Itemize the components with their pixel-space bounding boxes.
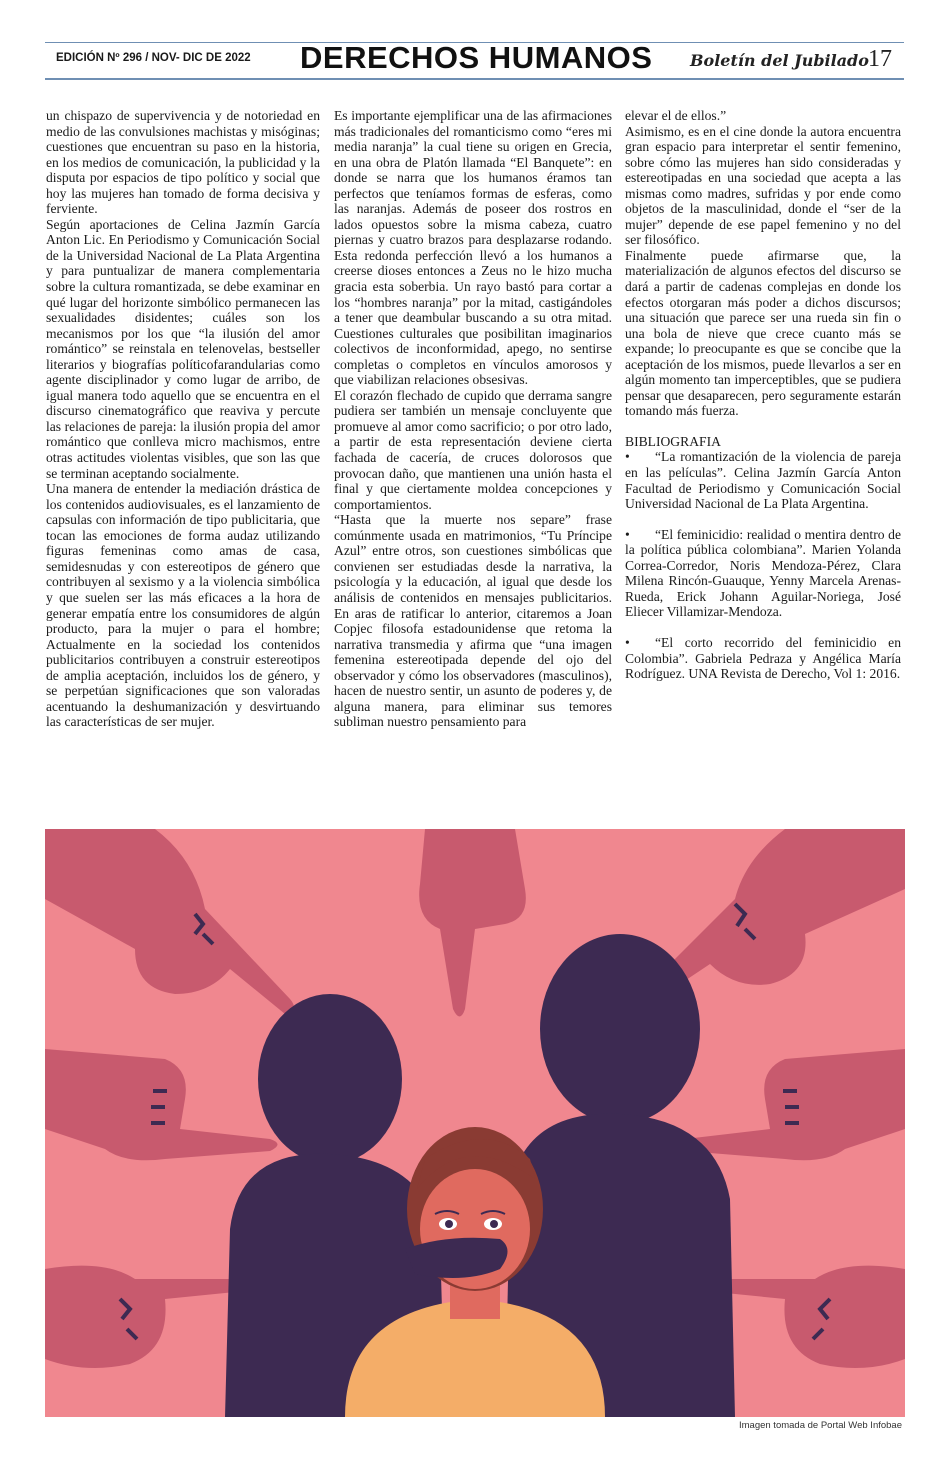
bibliography-text: “El feminicidio: realidad o mentira dentro de la política pública colombiana”. Marien Yolanda Correa-Corredor, Noris Mendoza-Pérez, Clara Milena Rincón-Guauque, Yenny Marcela Arenas-Rueda, Erick Johann Aguilar-Noriega, José Eliecer Villamizar-Mendoza.: [625, 526, 901, 620]
article-column-3: [625, 108, 901, 682]
page-number: 17: [868, 46, 892, 72]
bullet-icon: •: [625, 634, 630, 650]
bibliography-item: [625, 527, 901, 620]
paragraph: un chispazo de supervivencia y de notoriedad en medio de las convulsiones machistas y misóginas; cuestiones que encuentran su paso en la historia, en los medios de comunicación, la publicidad y la disputa por espacios de tipo político y social que hoy las mujeres han tomado de forma decisiva y ferviente.: [46, 108, 320, 217]
paragraph: elevar el de ellos.”: [625, 108, 727, 123]
bibliography-item: [625, 449, 901, 511]
bullet-icon: •: [625, 449, 630, 465]
header-rule-bottom: [45, 78, 904, 80]
bibliography-item: [625, 635, 901, 682]
image-caption: Imagen tomada de Portal Web Infobae: [738, 1420, 902, 1431]
bibliography-heading: BIBLIOGRAFIA: [625, 433, 721, 449]
illustration-pointing-hands: [45, 829, 905, 1417]
bullet-icon: •: [625, 526, 630, 542]
paragraph: Según aportaciones de Celina Jazmín García Anton Lic. En Periodismo y Comunicación Social de la Universidad Nacional de La Plata Argentina y para puntualizar de manera complementaria sobre la cultura romantizada, se debe examinar en qué lugar del horizonte simbólico permanecen las sexualidades disidentes; cuáles son los mecanismos por los que “la ilusión del amor romántico” se reinstala en telenovelas, bestseller literarios y biografías políticofarandularias como agente disciplinador y como lugar de arribo, de igual manera todo aquello que se encuentra en el discurso cinematográfico que reaviva y percute las relaciones de pareja: la ilusión propia del amor romántico que conlleva micro machismos, entre otras actitudes violentas visibles, que son las que se terminan aceptando socialmente.: [46, 216, 320, 481]
edition-label: EDICIÓN Nº 296 / NOV- DIC DE 2022: [56, 52, 251, 64]
paragraph: El corazón flechado de cupido que derrama sangre pudiera ser también un mensaje concluyente que promueve al amor como sacrificio; o por otro lado, a partir de esta representación deviene cierta fachada de cacería, de cruces dolorosos que provocan daño, que mantienen una unión hasta el final y que ciertamente moldea concepciones y comportamientos.: [334, 387, 612, 512]
article-column-2: [334, 108, 612, 730]
bibliography-text: “El corto recorrido del feminicidio en Colombia”. Gabriela Pedraza y Angélica María Rodríguez. UNA Revista de Derecho, Vol 1: 2016.: [625, 634, 901, 682]
paragraph: Finalmente puede afirmarse que, la materialización de algunos efectos del discurso se dará a partir de cadenas complejas en donde los efectos otorgaran más poder a dichos discursos; una situación que parece ser una rueda sin fin o una bola de nieve que crece cuanto más se expande; lo preocupante es que se concibe que la aceptación de los mismos, puede llevarlos a ser en algún momento tan imperceptibles, que se pudiera pensar que desaparecen, pero seguramente estarán tomando más fuerza.: [625, 247, 901, 419]
paragraph: Asimismo, es en el cine donde la autora encuentra gran espacio para interpretar el sentir femenino, sobre cómo las mujeres han sido consideradas y estereotipadas en una sociedad que acepta a las mismas como madres, sufridas y por ende como objetos de la masculinidad, donde el “ser de la mujer” depende de ese papel femenino y no del ser filosófico.: [625, 123, 901, 248]
article-column-1: [46, 108, 320, 730]
publication-name: Boletín del Jubilado: [690, 51, 869, 70]
paragraph: “Hasta que la muerte nos separe” frase comúnmente usada en matrimonios, “Tu Príncipe Azul” entre otros, son cuestiones simbólicas que convienen ser estudiadas desde la narrativa, la psicología y la educación, al igual que desde los análisis de contenidos en mensajes publicitarios. En aras de ratificar lo anterior, citaremos a Joan Copjec filosofa estadounidense que retoma la narrativa transmedia y afirma que “una imagen femenina estereotipada depende del ojo del observador y cómo los observadores (masculinos), hacen de nuestro sentir, un asunto de poderes y, de alguna manera, para eliminar sus temores subliman nuestro pensamiento para: [334, 512, 612, 730]
paragraph: Una manera de entender la mediación drástica de los contenidos audiovisuales, es el lanzamiento de capsulas con información de tipo publicitaria, que tocan las emociones de forma audaz utilizando figuras femeninas como amas de casa, semidesnudas y con estereotipos de género que contribuyen al sexismo y a la violencia simbólica y que suelen ser las más eficaces a la hora de generar empatía entre los consumidores de algún producto, para la mujer o para el hombre; Actualmente en la sociedad los contenidos publicitarios contribuyen a construir estereotipos de amplia aceptación, incluidos los de género, y se perpetúan significaciones que son valoradas acentuando la deshumanización y desvirtuando las características de ser mujer.: [46, 481, 320, 730]
bibliography-text: “La romantización de la violencia de pareja en las películas”. Celina Jazmín García Anton Facultad de Periodismo y Comunicación Social Universidad Nacional de La Plata Argentina.: [625, 449, 901, 512]
section-title: DERECHOS HUMANOS: [300, 40, 653, 75]
paragraph: Es importante ejemplificar una de las afirmaciones más tradicionales del romanticismo como “eres mi media naranja” la cual tiene su origen en Grecia, en una obra de Platón llamada “El Banquete”: en donde se narra que los humanos éramos tan perfectos que teníamos formas de esferas, como las naranjas. Además de poseer dos rostros en lados opuestos sobre la misma cabeza, cuatro piernas y cuatro brazos para desplazarse rodando. Esta redonda perfección llevó a los humanos a creerse dioses entonces a Zeus no le hizo mucha gracia esta soberbia. Un rayo bastó para cortar a los “hombres naranja” por la mitad, castigándoles a tener que deambular buscando a su otra mitad. Cuestiones culturales que posibilitan imaginarios colectivos de inconformidad, apego, no sentirse completas o completos en vínculos amorosos y que viabilizan relaciones obsesivas.: [334, 108, 612, 388]
